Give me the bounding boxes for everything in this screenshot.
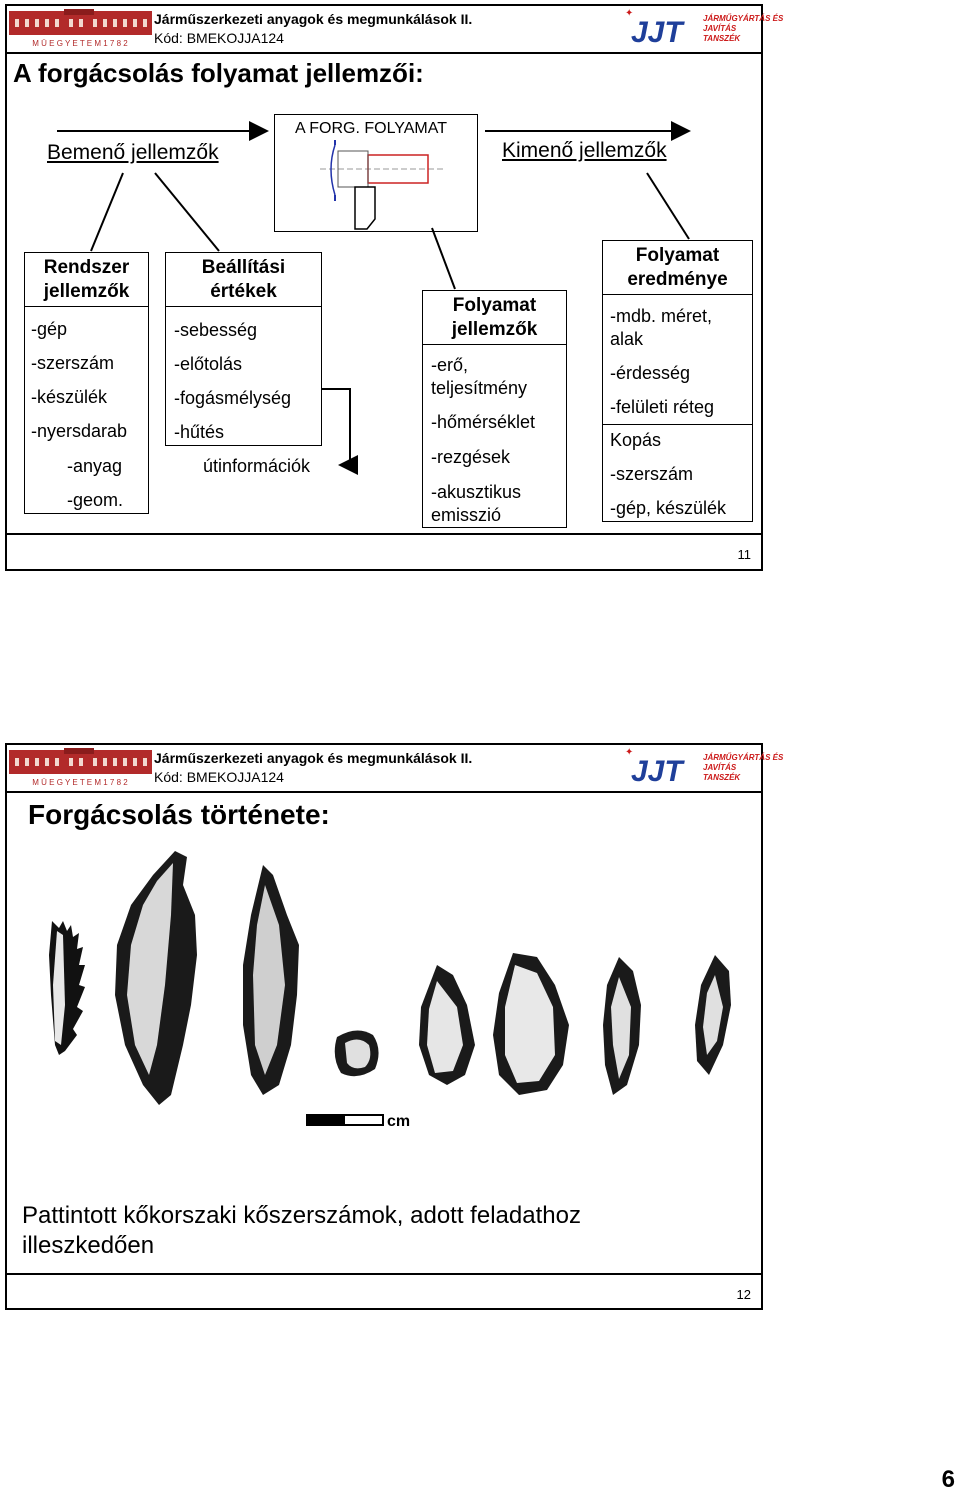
svg-text:TANSZÉK: TANSZÉK: [703, 34, 741, 43]
divider: [603, 424, 752, 425]
slide-11: [5, 4, 784, 571]
svg-text:JJT: JJT: [631, 755, 683, 788]
list-item: -fogásmélység: [174, 388, 292, 408]
list-item: -erő, teljesítmény: [431, 355, 528, 398]
svg-text:JAVÍTÁS: JAVÍTÁS: [703, 24, 737, 33]
list-item: -rezgések: [431, 447, 511, 467]
svg-text:TANSZÉK: TANSZÉK: [703, 773, 741, 782]
process-caption: A FORG. FOLYAMAT: [295, 120, 448, 137]
course-code: Kód: BMEKOJJA124: [154, 769, 284, 785]
slide-page-number: 12: [736, 1287, 751, 1302]
course-title: Járműszerkezeti anyagok és megmunkálások II.: [154, 11, 473, 27]
svg-text:JAVÍTÁS: JAVÍTÁS: [703, 763, 737, 772]
system-characteristics-box: [24, 252, 149, 514]
svg-text:✦: ✦: [625, 747, 634, 758]
process-box: [274, 114, 478, 232]
output-characteristics-label: Kimenő jellemzők: [502, 139, 667, 162]
box-heading: Rendszer jellemzők: [25, 253, 148, 307]
svg-text:JJT: JJT: [631, 16, 683, 49]
slide-title: A forgácsolás folyamat jellemzői:: [13, 58, 424, 88]
document-page-number: 6: [941, 1466, 955, 1493]
box-heading: Folyamat jellemzők: [423, 291, 566, 345]
svg-text:✦: ✦: [625, 8, 634, 19]
list-item: -érdesség: [610, 363, 691, 383]
list-item: -mdb. méret, alak: [610, 306, 713, 349]
list-item: -akusztikus emisszió: [431, 482, 522, 525]
turning-process-drawing: [275, 115, 479, 233]
process-result-box: [602, 240, 753, 522]
svg-text:M Ü E G Y E T E M 1 7 8 2: M Ü E G Y E T E M 1 7 8 2: [32, 39, 128, 48]
course-title: Járműszerkezeti anyagok és megmunkálások II.: [154, 750, 473, 766]
svg-text:JÁRMŰGYÁRTÁS ÉS: JÁRMŰGYÁRTÁS ÉS: [703, 753, 784, 762]
box-heading: Beállítási értékek: [166, 253, 321, 307]
list-item: -geom.: [67, 490, 124, 510]
box-heading: Folyamat eredménye: [603, 241, 752, 295]
list-item: -anyag: [67, 456, 123, 476]
list-item: -sebesség: [174, 320, 258, 340]
svg-text:M Ü E G Y E T E M 1 7 8 2: M Ü E G Y E T E M 1 7 8 2: [32, 778, 128, 787]
scale-label: cm: [387, 1113, 411, 1130]
route-info-label: útinformációk: [203, 456, 311, 476]
course-code: Kód: BMEKOJJA124: [154, 30, 284, 46]
slide-12: [5, 743, 784, 1310]
list-item: -hűtés: [174, 422, 225, 442]
settings-box: [165, 252, 322, 446]
list-item: -hőmérséklet: [431, 412, 536, 432]
list-item: -felületi réteg: [610, 397, 715, 417]
slide-caption: Pattintott kőkorszaki kőszerszámok, adott feladathoz illeszkedően: [22, 1202, 581, 1259]
list-item: -szerszám: [31, 353, 115, 373]
list-item: -nyersdarab: [31, 421, 128, 441]
svg-text:JÁRMŰGYÁRTÁS ÉS: JÁRMŰGYÁRTÁS ÉS: [703, 14, 784, 23]
slide-title: Forgácsolás története:: [28, 799, 330, 830]
list-item: -készülék: [31, 387, 108, 407]
slide-page-number: 11: [737, 547, 751, 562]
input-characteristics-label: Bemenő jellemzők: [47, 141, 219, 164]
wear-heading: Kopás: [610, 430, 662, 450]
process-characteristics-box: [422, 290, 567, 528]
list-item: -gép: [31, 319, 68, 339]
list-item: -gép, készülék: [610, 498, 727, 518]
list-item: -előtolás: [174, 354, 243, 374]
footer-divider: [7, 533, 761, 535]
list-item: -szerszám: [610, 464, 694, 484]
footer-divider: [7, 1273, 761, 1275]
